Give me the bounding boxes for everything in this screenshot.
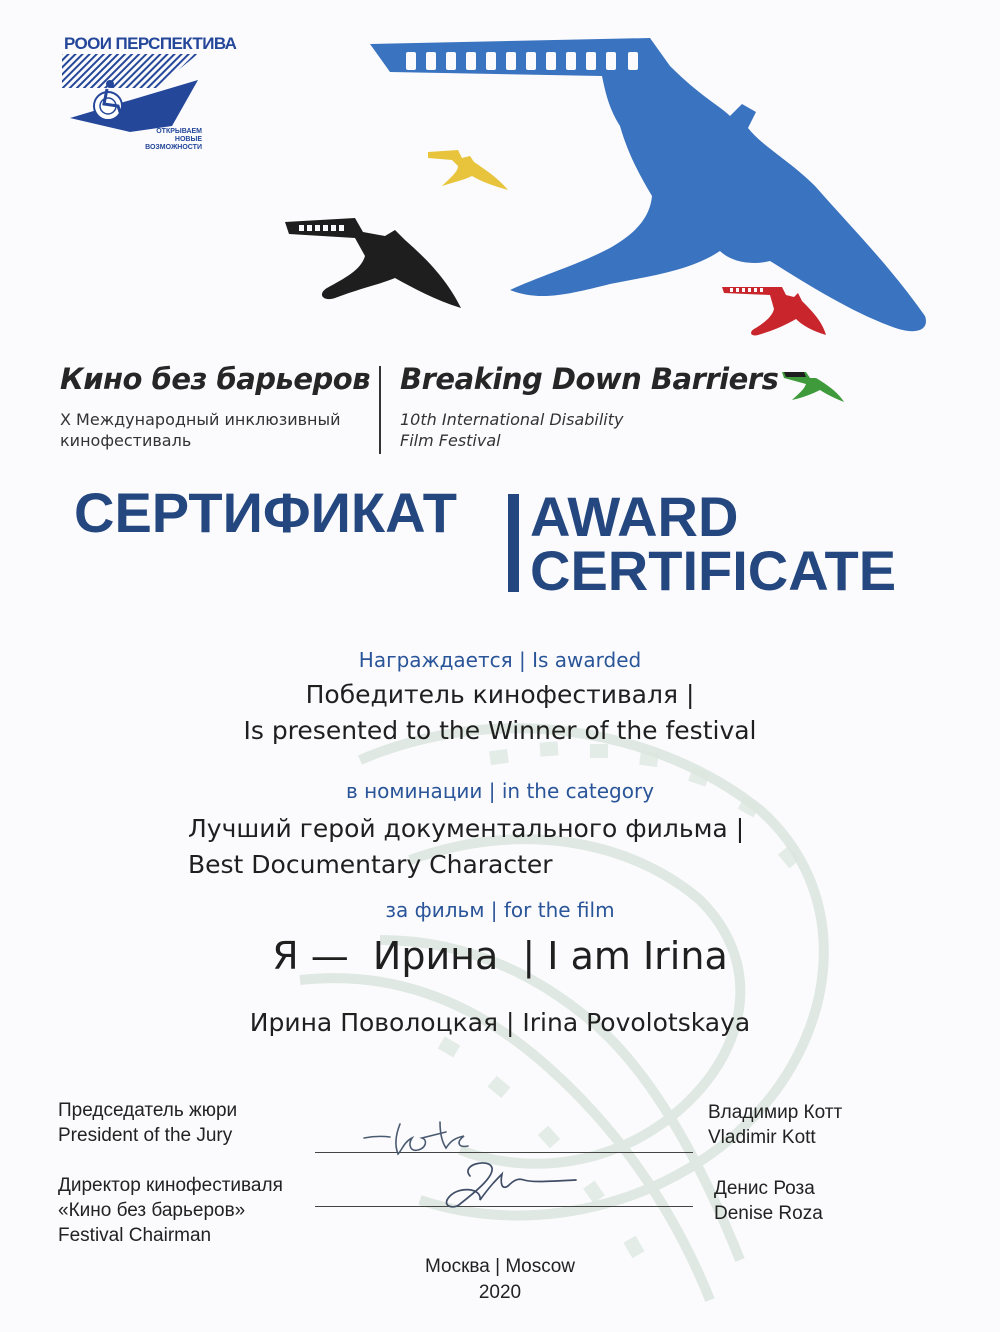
certificate-divider — [508, 494, 519, 592]
winner-text-ru: Победитель кинофестиваля | — [305, 680, 695, 709]
jury-president-signature — [360, 1112, 480, 1160]
festival-chairman-signature — [430, 1156, 580, 1214]
category-label: в номинации | in the category — [345, 779, 655, 803]
festival-divider — [379, 366, 381, 454]
logo-emblem-icon — [60, 54, 210, 134]
certificate-heading-ru: СЕРТИФИКАТ — [74, 481, 457, 544]
certificate-heading-en-line1: AWARD — [530, 485, 739, 548]
winner-text-en: Is presented to the Winner of the festival — [243, 716, 757, 745]
jury-president-name: Владимир Котт Vladimir Kott — [708, 1102, 843, 1148]
film-title: Я — Ирина | I am Irina — [272, 934, 728, 978]
jury-president-role: Председатель жюри President of the Jury — [58, 1100, 238, 1146]
recipient-name: Ирина Поволоцкая | Irina Povolotskaya — [249, 1008, 751, 1037]
category-text-ru: Лучший герой документального фильма | — [188, 814, 745, 843]
festival-subtitle-en: 10th International Disability Film Festival — [400, 410, 624, 450]
category-text-en: Best Documentary Character — [188, 850, 553, 879]
festival-chairman-role: Директор кинофестиваля «Кино без барьеров» Festival Chairman — [58, 1175, 283, 1246]
logo-tagline: ОТКРЫВАЕМ НОВЫЕ ВОЗМОЖНОСТИ — [145, 128, 202, 151]
city: Москва | Moscow — [424, 1256, 576, 1277]
film-label: за фильм | for the film — [385, 898, 615, 922]
certificate-heading-en-line2: CERTIFICATE — [530, 539, 897, 602]
organization-logo — [60, 34, 237, 151]
yellow-bird-icon — [428, 146, 510, 194]
awarded-label: Награждается | Is awarded — [358, 648, 642, 672]
festival-title-ru: Кино без барьеров — [60, 362, 371, 396]
green-bird-icon — [782, 370, 846, 404]
festival-title-en: Breaking Down Barriers — [400, 362, 779, 396]
year: 2020 — [478, 1282, 522, 1303]
red-bird-filmstrip-icon — [722, 285, 828, 337]
festival-subtitle-ru: X Международный инклюзивный кинофестиваль — [60, 410, 341, 450]
festival-chairman-name: Денис Роза Denise Roza — [714, 1178, 823, 1224]
black-bird-filmstrip-icon — [285, 214, 463, 312]
logo-name: РООИ ПЕРСПЕКТИВА — [64, 34, 237, 53]
